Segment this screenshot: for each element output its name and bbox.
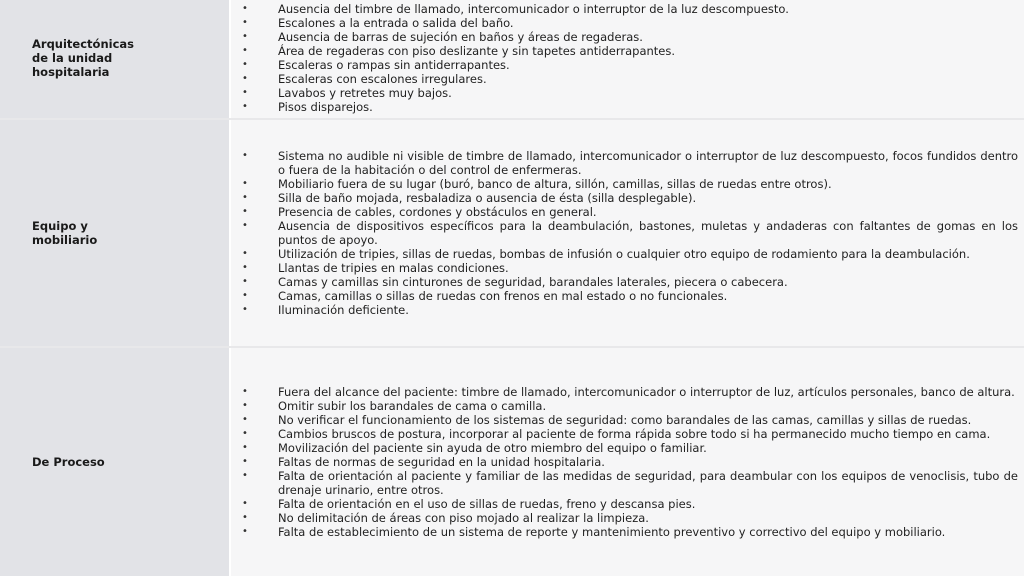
items-cell: [230, 347, 1024, 576]
items-cell: [230, 119, 1024, 347]
list-item: • Cambios bruscos de postura, incorporar al paciente de forma rápida sobre todo si ha permanecido mucho tiempo en cama.: [231, 427, 1018, 441]
list-item: • Lavabos y retretes muy bajos.: [231, 86, 1018, 100]
list-item: • Iluminación deficiente.: [231, 303, 1018, 317]
list-item: • Falta de orientación al paciente y familiar de las medidas de seguridad, para deambular con los equipos de venoclisis, tubo de drenaje urinario, entre otros.: [231, 469, 1018, 497]
list-item: • Silla de baño mojada, resbaladiza o ausencia de ésta (silla desplegable).: [231, 191, 1018, 205]
list-item: • Escaleras con escalones irregulares.: [231, 72, 1018, 86]
category-label: Arquitectónicas de la unidad hospitalaria: [32, 37, 134, 79]
table-row-arquitectonicas: [0, 0, 1024, 119]
item-list: [231, 385, 1018, 539]
list-item: • Escalones a la entrada o salida del baño.: [231, 16, 1018, 30]
table-row-equipo-mobiliario: [0, 119, 1024, 347]
list-item: • Sistema no audible ni visible de timbre de llamado, intercomunicador o interruptor de luz descompuesto, focos fundidos dentro o fuera de la habitación o del control de enfermeras.: [231, 149, 1018, 177]
category-cell: [0, 0, 230, 119]
list-item: • Ausencia de dispositivos específicos para la deambulación, bastones, muletas y andaderas con faltantes de gomas en los puntos de apoyo.: [231, 219, 1018, 247]
category-cell: [0, 119, 230, 347]
category-label: De Proceso: [32, 455, 105, 469]
list-item: • Llantas de tripies en malas condiciones.: [231, 261, 1018, 275]
list-item: • No delimitación de áreas con piso mojado al realizar la limpieza.: [231, 511, 1018, 525]
list-item: • Ausencia de barras de sujeción en baños y áreas de regaderas.: [231, 30, 1018, 44]
table-row-de-proceso: [0, 347, 1024, 576]
list-item: • Falta de orientación en el uso de sillas de ruedas, freno y descansa pies.: [231, 497, 1018, 511]
list-item: • Camas y camillas sin cinturones de seguridad, barandales laterales, piecera o cabecera.: [231, 275, 1018, 289]
list-item: • Faltas de normas de seguridad en la unidad hospitalaria.: [231, 455, 1018, 469]
list-item: • Falta de establecimiento de un sistema de reporte y mantenimiento preventivo y correctivo del equipo y mobiliario.: [231, 525, 1018, 539]
list-item: • Utilización de tripies, sillas de ruedas, bombas de infusión o cualquier otro equipo de rodamiento para la deambulación.: [231, 247, 1018, 261]
category-label: Equipo y mobiliario: [32, 219, 98, 247]
item-list: [231, 149, 1018, 317]
list-item: • Presencia de cables, cordones y obstáculos en general.: [231, 205, 1018, 219]
item-list: [231, 2, 1018, 114]
list-item: • Ausencia del timbre de llamado, intercomunicador o interruptor de la luz descompuesto.: [231, 2, 1018, 16]
list-item: • No verificar el funcionamiento de los sistemas de seguridad: como barandales de las camas, camillas y sillas de ruedas.: [231, 413, 1018, 427]
list-item: • Camas, camillas o sillas de ruedas con frenos en mal estado o no funcionales.: [231, 289, 1018, 303]
list-item: • Escaleras o rampas sin antiderrapantes.: [231, 58, 1018, 72]
list-item: • Movilización del paciente sin ayuda de otro miembro del equipo o familiar.: [231, 441, 1018, 455]
items-cell: [230, 0, 1024, 119]
list-item: • Área de regaderas con piso deslizante y sin tapetes antiderrapantes.: [231, 44, 1018, 58]
list-item: • Omitir subir los barandales de cama o camilla.: [231, 399, 1018, 413]
list-item: • Fuera del alcance del paciente: timbre de llamado, intercomunicador o interruptor de luz, artículos personales, banco de altura.: [231, 385, 1018, 399]
list-item: • Pisos disparejos.: [231, 100, 1018, 114]
list-item: • Mobiliario fuera de su lugar (buró, banco de altura, sillón, camillas, sillas de ruedas entre otros).: [231, 177, 1018, 191]
category-cell: [0, 347, 230, 576]
